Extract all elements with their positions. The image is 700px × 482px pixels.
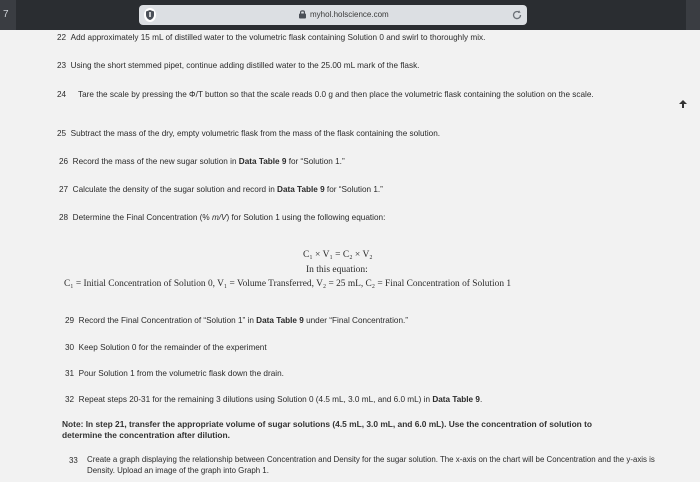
step-number: 29 [65,316,75,325]
left-window-edge [0,0,16,30]
step-number: 33 [69,456,78,465]
step-text: Tare the scale by pressing the Φ/T button so that the scale reads 0.0 g and then place the volumetric flask containing the solution on the scale. [78,90,594,99]
step-text: ) for Solution 1 using the following equation: [226,213,386,222]
step-text: Calculate the density of the sugar solution and record in [72,185,278,194]
step-text: Repeat steps 20-31 for the remaining 3 dilutions using Solution 0 (4.5 mL, 3.0 mL, and 6.0 mL) in [78,395,433,404]
data-table-ref: Data Table 9 [277,185,325,194]
step-text: Record the mass of the new sugar solution in [72,157,239,166]
step-number: 26 [59,157,69,166]
cursor-icon [679,100,687,108]
right-window-edge [686,0,700,30]
step-text: Add approximately 15 mL of distilled water to the volumetric flask containing Solution 0 and swirl to thoroughly mix. [70,33,486,42]
step-text: Using the short stemmed pipet, continue adding distilled water to the 25.00 mL mark of the flask. [70,61,420,70]
step-28 [59,212,385,223]
step-23 [57,60,419,71]
step-25 [57,128,440,139]
equation-main: C₁ × V₁ = C₂ × V₂ [303,250,373,260]
unit-italic: m/V [211,213,227,222]
step-22 [57,32,485,43]
equation-definition: C₁ = Initial Concentration of Solution 0, V₁ = Volume Transferred, V₂ = 25 mL, C₂ = Final Concentration of Solution 1 [64,279,512,289]
reload-icon[interactable] [511,9,523,21]
step-text: Create a graph displaying the relationship between Concentration and Density for the sugar solution. The x-axis on the chart will be Concentration and the y-axis is Density. Upload an image of the graph into Graph 1. [87,455,655,475]
step-text: . [479,395,483,404]
data-table-ref: Data Table 9 [238,157,287,166]
step-text: for “Solution 1.” [286,157,345,166]
lock-icon [298,9,307,19]
step-32 [65,394,482,405]
step-number: 31 [65,369,75,378]
step-30 [65,342,267,353]
step-26 [59,156,345,167]
step-number: 22 [57,33,67,42]
step-text: Determine the Final Concentration (% [72,213,212,222]
step-text: Keep Solution 0 for the remainder of the experiment [78,343,267,352]
shield-icon[interactable] [144,8,156,22]
equation-intro: In this equation: [306,265,368,275]
step-number: 27 [59,185,69,194]
step-24 [57,89,664,101]
step-29 [65,315,408,326]
step-text: Pour Solution 1 from the volumetric flask down the drain. [78,369,284,378]
step-text: for “Solution 1.” [324,185,383,194]
step-text: Subtract the mass of the dry, empty volumetric flask from the mass of the flask containing the solution. [70,129,441,138]
step-number: 28 [59,213,69,222]
data-table-ref: Data Table 9 [432,395,480,404]
tab-indicator: 7 [3,9,9,20]
step-31 [65,368,284,379]
step-33 [69,455,657,476]
note-paragraph: Note: In step 21, transfer the appropriate volume of sugar solutions (4.5 mL, 3.0 mL, and 6.0 mL). Use the concentration of solution to determine the concentration after dilution. [62,419,593,440]
data-table-ref: Data Table 9 [256,316,304,325]
step-text: under “Final Concentration.” [303,316,409,325]
step-number: 23 [57,61,67,70]
step-27 [59,184,383,195]
step-number: 32 [65,395,75,404]
url-text: myhol.holscience.com [310,10,389,19]
step-number: 30 [65,343,75,352]
step-text: Record the Final Concentration of “Solution 1” in [78,316,257,325]
step-number: 25 [57,129,67,138]
step-number: 24 [57,90,67,99]
